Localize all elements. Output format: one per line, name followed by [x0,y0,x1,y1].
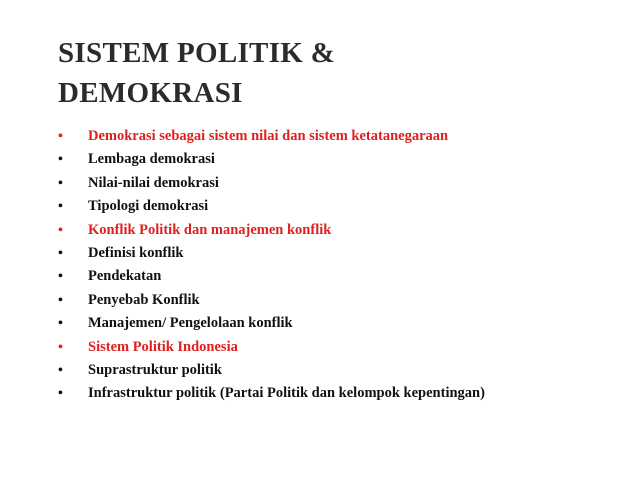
bullet-item-nilai-demokrasi [58,172,618,195]
bullet-icon: • [58,269,63,285]
bullet-text: Tipologi demokrasi [88,198,209,215]
bullet-icon: • [58,386,63,402]
bullet-icon: • [58,339,63,355]
bullet-text: Konflik Politik dan manajemen konflik [88,221,332,238]
bullet-item-demokrasi-sistem-nilai [58,125,618,148]
bullet-text: Penyebab Konflik [88,291,200,308]
bullet-icon: • [58,152,63,168]
bullet-text: Suprastruktur politik [88,361,222,378]
bullet-icon: • [58,316,63,332]
bullet-text: Sistem Politik Indonesia [88,338,238,355]
bullet-item-suprastruktur-politik [58,359,618,382]
slide-title [58,33,578,113]
bullet-text: Lembaga demokrasi [88,151,215,168]
bullet-text: Pendekatan [88,268,162,285]
bullet-item-lembaga-demokrasi [58,148,618,171]
bullet-icon: • [58,175,63,191]
bullet-icon: • [58,222,63,238]
bullet-item-konflik-politik [58,219,618,242]
bullet-text: Manajemen/ Pengelolaan konflik [88,315,293,332]
bullet-item-manajemen-konflik [58,312,618,335]
bullet-item-pendekatan [58,265,618,288]
bullet-item-sistem-politik-indonesia [58,336,618,359]
bullet-text: Nilai-nilai demokrasi [88,174,219,191]
bullet-text: Definisi konflik [88,244,184,261]
bullet-text: Infrastruktur politik (Partai Politik dan kelompok kepentingan) [88,385,485,402]
bullet-text: Demokrasi sebagai sistem nilai dan sistem ketatanegaraan [88,128,449,144]
bullet-icon: • [58,129,63,144]
bullet-icon: • [58,199,63,215]
slide-title-line-1: SISTEM POLITIK & [58,37,336,69]
slide-title-line-2: DEMOKRASI [58,77,243,109]
bullet-item-tipologi-demokrasi [58,195,618,218]
bullet-item-infrastruktur-politik [58,382,618,405]
bullet-icon: • [58,362,63,378]
bullet-item-penyebab-konflik [58,289,618,312]
bullet-icon: • [58,292,63,308]
bullet-item-definisi-konflik [58,242,618,265]
bullet-list [58,125,618,406]
bullet-icon: • [58,245,63,261]
